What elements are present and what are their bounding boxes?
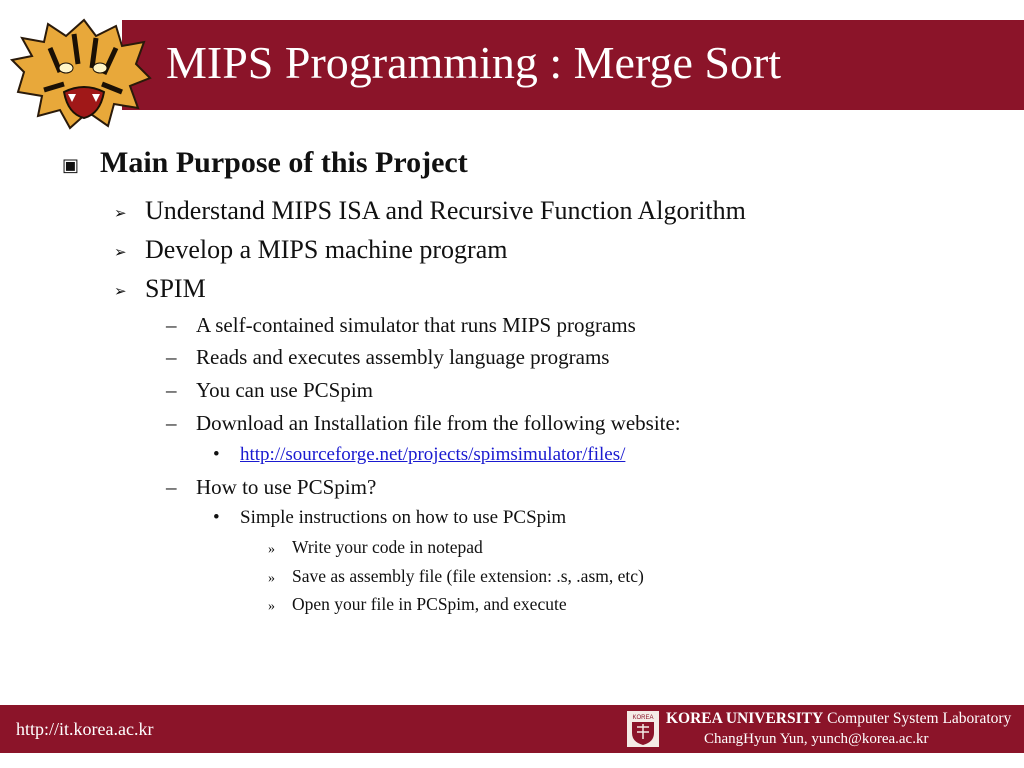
lab-name: Computer System Laboratory (827, 710, 1012, 727)
list-item-text: SPIM (145, 274, 206, 303)
list-item (166, 378, 373, 403)
footer-url[interactable]: http://it.korea.ac.kr (16, 719, 154, 739)
list-item (114, 235, 507, 265)
page-title: MIPS Programming : Merge Sort (166, 37, 782, 88)
list-item (166, 411, 681, 436)
dash-bullet-icon: – (166, 378, 177, 402)
download-link[interactable]: http://sourceforge.net/projects/spimsimulator/files/ (240, 444, 626, 465)
list-item (268, 537, 483, 558)
list-item-text: You can use PCSpim (196, 378, 373, 402)
list-item (166, 313, 636, 338)
chevron-bullet-icon: » (268, 571, 275, 586)
list-item (114, 196, 746, 226)
list-item-text: Download an Installation file from the following website: (196, 411, 681, 435)
arrow-bullet-icon: ➢ (114, 244, 127, 261)
footer-author: ChangHyun Yun, yunch@korea.ac.kr (704, 731, 929, 747)
chevron-bullet-icon: » (268, 542, 275, 557)
university-name: KOREA UNIVERSITY (666, 710, 824, 727)
list-item-text: Open your file in PCSpim, and execute (292, 594, 567, 614)
list-item (114, 274, 206, 304)
list-item (166, 475, 376, 500)
list-item (213, 507, 566, 529)
list-item-text: Save as assembly file (file extension: .s, .asm, etc) (292, 566, 644, 586)
list-item (268, 594, 567, 615)
footer (0, 705, 1024, 753)
dot-bullet-icon: • (213, 444, 220, 465)
list-item-text: How to use PCSpim? (196, 475, 377, 499)
list-item-text: Develop a MIPS machine program (145, 235, 508, 264)
square-bullet-icon: ▣ (62, 154, 80, 175)
university-seal-icon (627, 711, 659, 747)
list-item (268, 566, 644, 587)
list-item-text: Reads and executes assembly language programs (196, 345, 610, 369)
main-bullet (62, 146, 468, 180)
dash-bullet-icon: – (166, 475, 177, 499)
footer-university (666, 710, 1011, 728)
list-item-text: Simple instructions on how to use PCSpim (240, 507, 567, 528)
seal-text: KOREA (632, 715, 654, 721)
list-item (213, 444, 625, 466)
list-item (166, 345, 609, 370)
list-item-text: A self-contained simulator that runs MIPS programs (196, 313, 636, 337)
main-bullet-text: Main Purpose of this Project (100, 146, 468, 179)
dash-bullet-icon: – (166, 313, 177, 337)
dash-bullet-icon: – (166, 411, 177, 435)
dash-bullet-icon: – (166, 345, 177, 369)
list-item-text: Write your code in notepad (292, 537, 483, 557)
arrow-bullet-icon: ➢ (114, 205, 127, 222)
dot-bullet-icon: • (213, 507, 220, 528)
chevron-bullet-icon: » (268, 599, 275, 614)
arrow-bullet-icon: ➢ (114, 283, 127, 300)
list-item-text: Understand MIPS ISA and Recursive Function Algorithm (145, 196, 746, 225)
